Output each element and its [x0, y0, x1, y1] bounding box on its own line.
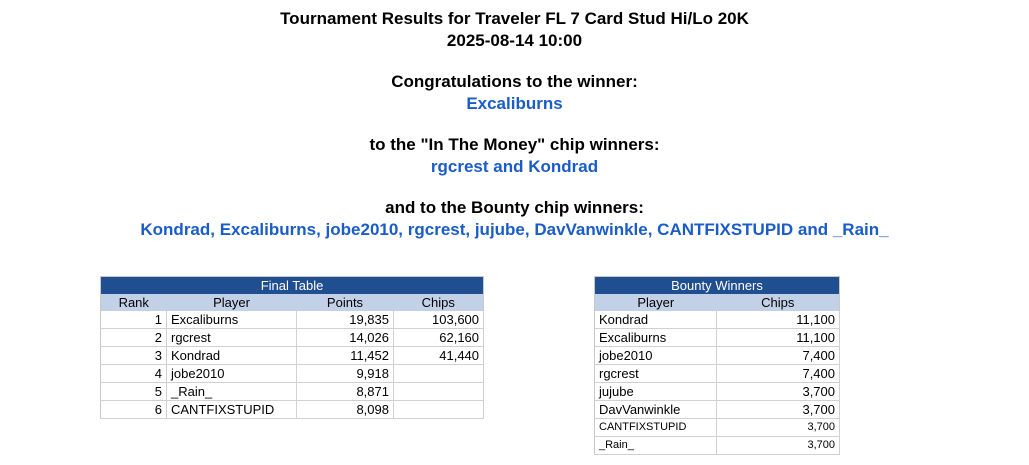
- bounty-table-title: Bounty Winners: [595, 277, 840, 295]
- player-cell: _Rain_: [595, 437, 717, 455]
- rank-cell: 6: [101, 401, 167, 419]
- date-time: 2025-08-14 10:00: [446, 31, 583, 50]
- winner-heading: Congratulations to the winner:: [391, 72, 638, 91]
- itm-heading: to the "In The Money" chip winners:: [369, 135, 660, 154]
- chips-cell: 3,700: [717, 437, 840, 455]
- table-row: [101, 347, 484, 365]
- table-row: [595, 383, 840, 401]
- rank-cell: 4: [101, 365, 167, 383]
- rank-cell: 1: [101, 311, 167, 329]
- bounty-heading: and to the Bounty chip winners:: [385, 198, 644, 217]
- final-table: [100, 276, 484, 419]
- player-cell: Excaliburns: [167, 311, 297, 329]
- table-row: [101, 401, 484, 419]
- player-cell: Kondrad: [595, 311, 717, 329]
- chips-cell: 3,700: [717, 401, 840, 419]
- col-header-player: Player: [167, 294, 297, 311]
- table-row: [595, 311, 840, 329]
- player-cell: _Rain_: [167, 383, 297, 401]
- points-cell: 14,026: [297, 329, 394, 347]
- chips-cell: 3,700: [717, 383, 840, 401]
- chips-cell: 41,440: [394, 347, 484, 365]
- chips-cell: 103,600: [394, 311, 484, 329]
- col-header-rank: Rank: [101, 294, 167, 311]
- bounty-table: [594, 276, 840, 455]
- table-row: [101, 329, 484, 347]
- chips-cell: [394, 383, 484, 401]
- col-header-chips: Chips: [394, 294, 484, 311]
- player-cell: DavVanwinkle: [595, 401, 717, 419]
- player-cell: rgcrest: [595, 365, 717, 383]
- points-cell: 19,835: [297, 311, 394, 329]
- chips-cell: 11,100: [717, 329, 840, 347]
- chips-cell: 62,160: [394, 329, 484, 347]
- bounty-winners-list: Kondrad, Excaliburns, jobe2010, rgcrest, jujube, DavVanwinkle, CANTFIXSTUPID and _Rain_: [140, 220, 889, 239]
- chips-cell: 3,700: [717, 419, 840, 437]
- page-title: Tournament Results for Traveler FL 7 Card Stud Hi/Lo 20K: [280, 9, 749, 28]
- table-row: [101, 383, 484, 401]
- chips-cell: 7,400: [717, 347, 840, 365]
- table-row: [101, 365, 484, 383]
- chips-cell: [394, 401, 484, 419]
- points-cell: 11,452: [297, 347, 394, 365]
- points-cell: 8,871: [297, 383, 394, 401]
- col-header-points: Points: [297, 294, 394, 311]
- col-header-chips: Chips: [717, 294, 840, 311]
- table-row: [595, 419, 840, 437]
- rank-cell: 3: [101, 347, 167, 365]
- itm-winners: rgcrest and Kondrad: [430, 157, 599, 176]
- col-header-player: Player: [595, 294, 717, 311]
- chips-cell: [394, 365, 484, 383]
- player-cell: rgcrest: [167, 329, 297, 347]
- chips-cell: 11,100: [717, 311, 840, 329]
- player-cell: Kondrad: [167, 347, 297, 365]
- rank-cell: 5: [101, 383, 167, 401]
- points-cell: 8,098: [297, 401, 394, 419]
- player-cell: CANTFIXSTUPID: [167, 401, 297, 419]
- table-row: [595, 329, 840, 347]
- chips-cell: 7,400: [717, 365, 840, 383]
- winner-name: Excaliburns: [466, 94, 563, 113]
- table-row: [595, 365, 840, 383]
- player-cell: Excaliburns: [595, 329, 717, 347]
- table-row: [595, 347, 840, 365]
- table-row: [595, 401, 840, 419]
- points-cell: 9,918: [297, 365, 394, 383]
- final-table-title: Final Table: [101, 277, 484, 295]
- player-cell: jobe2010: [595, 347, 717, 365]
- player-cell: jujube: [595, 383, 717, 401]
- table-row: [101, 311, 484, 329]
- player-cell: CANTFIXSTUPID: [595, 419, 717, 437]
- rank-cell: 2: [101, 329, 167, 347]
- player-cell: jobe2010: [167, 365, 297, 383]
- table-row: [595, 437, 840, 455]
